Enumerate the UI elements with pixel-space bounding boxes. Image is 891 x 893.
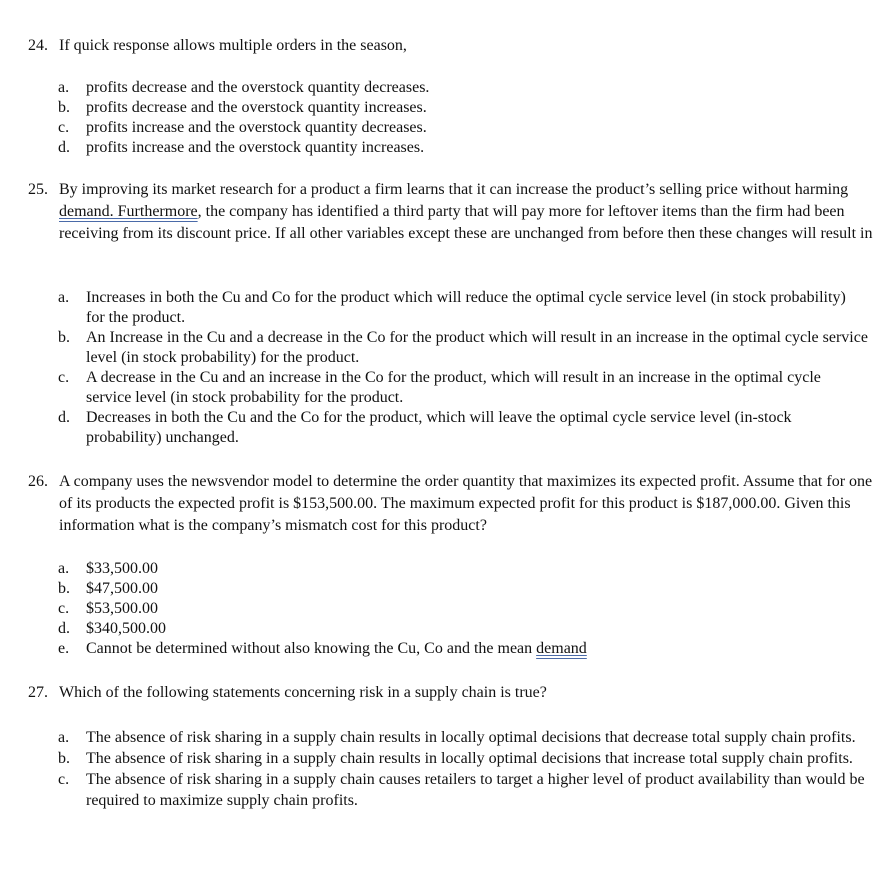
option-a: [58, 559, 868, 579]
question-number: 25.: [28, 181, 48, 198]
option-letter: a.: [58, 289, 70, 306]
option-c: [58, 118, 868, 138]
question-26: [28, 471, 873, 537]
option-c: [58, 368, 868, 408]
option-text: profits increase and the overstock quantity increases.: [86, 139, 425, 156]
option-text: profits decrease and the overstock quantity increases.: [86, 99, 427, 116]
question-25: [28, 179, 873, 245]
question-stem: [59, 179, 873, 245]
question-24: [28, 35, 873, 57]
option-letter: c.: [58, 600, 70, 617]
option-text: $340,500.00: [86, 620, 166, 637]
option-text-main: Cannot be determined without also knowing the Cu, Co and the mean: [86, 640, 537, 657]
option-e: [58, 639, 868, 659]
option-letter: b.: [58, 99, 70, 116]
option-d: [58, 619, 868, 639]
option-letter: e.: [58, 640, 70, 657]
question-number: 26.: [28, 473, 48, 490]
option-letter: d.: [58, 620, 70, 637]
question-stem: Which of the following statements concerning risk in a supply chain is true?: [59, 684, 547, 701]
option-text: The absence of risk sharing in a supply chain results in locally optimal decisions that increase total supply chain profits.: [86, 750, 853, 767]
option-text: The absence of risk sharing in a supply chain causes retailers to target a higher level of product availability than would be required to maximize supply chain profits.: [86, 771, 865, 809]
option-b: [58, 748, 868, 769]
question-stem: If quick response allows multiple orders in the season,: [59, 37, 407, 54]
option-text: A decrease in the Cu and an increase in the Co for the product, which will result in an increase in the optimal cycle service level (in stock probability for the product.: [86, 369, 821, 406]
option-letter: d.: [58, 409, 70, 426]
option-letter: a.: [58, 729, 70, 746]
option-text: $47,500.00: [86, 580, 158, 597]
question-stem: A company uses the newsvendor model to determine the order quantity that maximizes its expected profit. Assume that for one of its products the expected profit is $153,500.00. The maximum expected profit for this product is $187,000.00. Given this information what is the company’s mismatch cost for this product?: [59, 473, 873, 534]
question-27: [28, 682, 873, 704]
option-d: [58, 138, 868, 158]
option-letter: b.: [58, 580, 70, 597]
option-b: [58, 579, 868, 599]
option-b: [58, 98, 868, 118]
option-letter: a.: [58, 79, 70, 96]
option-text: $33,500.00: [86, 560, 158, 577]
option-letter: d.: [58, 139, 70, 156]
option-a: [58, 727, 868, 748]
option-c: [58, 599, 868, 619]
stem-text: By improving its market research for a product a firm learns that it can increase the product’s selling price without harming: [59, 181, 849, 198]
option-d: [58, 408, 868, 448]
option-text: Decreases in both the Cu and the Co for the product, which will leave the optimal cycle service level (in-stock probability) unchanged.: [86, 409, 792, 446]
option-letter: b.: [58, 750, 70, 767]
option-text: profits increase and the overstock quantity decreases.: [86, 119, 427, 136]
option-text: The absence of risk sharing in a supply chain results in locally optimal decisions that decrease total supply chain profits.: [86, 729, 856, 746]
option-text: Increases in both the Cu and Co for the product which will reduce the optimal cycle service level (in stock probability) for the product.: [86, 289, 846, 326]
option-letter: c.: [58, 369, 70, 386]
option-letter: b.: [58, 329, 70, 346]
option-text: profits decrease and the overstock quantity decreases.: [86, 79, 430, 96]
option-text: $53,500.00: [86, 600, 158, 617]
option-a: [58, 78, 868, 98]
flagged-text: demand: [536, 640, 587, 657]
option-b: [58, 328, 868, 368]
option-letter: c.: [58, 771, 70, 788]
stem-text: , the company has identified a third party that will pay more for leftover items than the firm had been receiving from its discount price. If all other variables except these are unchanged from before then these changes will result in: [59, 203, 873, 242]
question-number: 27.: [28, 684, 48, 701]
option-a: [58, 288, 868, 328]
option-c: [58, 769, 868, 811]
flagged-text: demand. Furthermore: [59, 203, 198, 220]
question-24-options: [58, 78, 868, 158]
question-25-options: [58, 288, 868, 448]
question-26-options: [58, 559, 868, 659]
question-number: 24.: [28, 37, 48, 54]
option-letter: a.: [58, 560, 70, 577]
question-27-options: [58, 727, 868, 811]
option-letter: c.: [58, 119, 70, 136]
option-text: An Increase in the Cu and a decrease in the Co for the product which will result in an increase in the optimal cycle service level (in stock probability) for the product.: [86, 329, 868, 366]
option-text: [86, 639, 868, 659]
